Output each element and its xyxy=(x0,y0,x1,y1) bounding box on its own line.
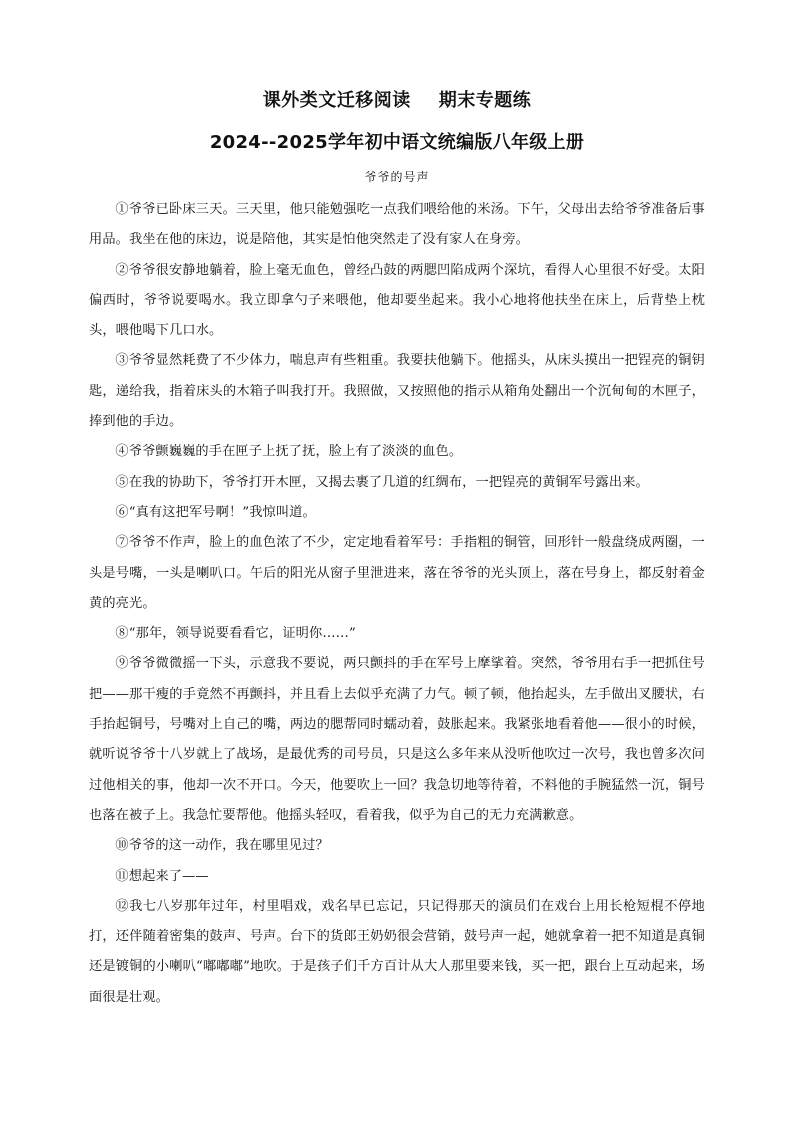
paragraph-3: ③爷爷显然耗费了不少体力，喘息声有些粗重。我要扶他躺下。他摇头，从床头摸出一把锃亮的铜钥匙，递给我，指着床头的木箱子叫我打开。我照做，又按照他的指示从箱角处翻出一个沉甸甸的木匣子，捧到他的手边。 xyxy=(89,353,705,430)
article-title: 爷爷的号声 xyxy=(364,170,430,184)
article-body xyxy=(89,195,705,1013)
paragraph-2: ②爷爷很安静地躺着，脸上毫无血色，曾经凸鼓的两腮凹陷成两个深坑，看得人心里很不好受。太阳偏西时，爷爷说要喝水。我立即拿勺子来喂他，他却要坐起来。我小心地将他扶坐在床上，后背垫上枕头，喂他喝下几口水。 xyxy=(89,262,705,339)
document-title xyxy=(0,86,794,112)
paragraph-1: ①爷爷已卧床三天。三天里，他只能勉强吃一点我们喂给他的米汤。下午，父母出去给爷爷准备后事用品。我坐在他的床边，说是陪他，其实是怕他突然走了没有家人在身旁。 xyxy=(89,202,705,248)
paragraph-5: ⑤在我的协助下，爷爷打开木匣，又揭去裹了几道的红绸布，一把锃亮的黄铜军号露出来。 xyxy=(115,474,649,490)
document-subtitle: 2024--2025学年初中语文统编版八年级上册 xyxy=(209,132,585,153)
paragraph-12: ⑫我七八岁那年过年，村里唱戏，戏名早已忘记，只记得那天的演员们在戏台上用长枪短棍不停地打，还伴随着密集的鼓声、号声。台下的货郎王奶奶很会营销，鼓号声一起，她就拿着一把不知道是真铜还是镀铜的小喇叭“嘟嘟嘟”地吹。于是孩子们千方百计从大人那里要来钱，买一把，跟台上互动起来，场面很是壮观。 xyxy=(89,898,705,1005)
paragraph-4: ④爷爷颤巍巍的手在匣子上抚了抚，脸上有了淡淡的血色。 xyxy=(115,444,463,460)
paragraph-11: ⑪想起来了—— xyxy=(115,868,209,884)
paragraph-9: ⑨爷爷微微摇一下头，示意我不要说，两只颤抖的手在军号上摩挲着。突然，爷爷用右手一把抓住号把——那干瘦的手竟然不再颤抖，并且看上去似乎充满了力气。顿了顿，他抬起头，左手做出叉腰状，右手抬起铜号，号嘴对上自己的嘴，两边的腮帮同时蠕动着，鼓胀起来。我紧张地看着他——很小的时候，就听说爷爷十八岁就上了战场，是最优秀的司号员，只是这么多年来从没听他吹过一次号，我也曾多次问过他相关的事，他却一次不开口。今天，他要吹上一回？我急切地等待着，不料他的手腕猛然一沉，铜号也落在被子上。我急忙要帮他。他摇头轻叹，看着我，似乎为自己的无力充满歉意。 xyxy=(89,656,705,823)
title-left: 课外类文迁移阅读 xyxy=(262,90,411,111)
paragraph-7: ⑦爷爷不作声，脸上的血色浓了不少，定定地看着军号：手指粗的铜管，回形针一般盘绕成两圈，一头是号嘴，一头是喇叭口。午后的阳光从窗子里泄进来，落在爷爷的光头顶上，落在号身上，都反射着金黄的亮光。 xyxy=(89,535,705,611)
title-right: 期末专题练 xyxy=(438,90,532,111)
paragraph-6: ⑥“真有这把军号啊！”我惊叫道。 xyxy=(115,504,316,520)
paragraph-10: ⑩爷爷的这一动作，我在哪里见过？ xyxy=(115,838,329,854)
paragraph-8: ⑧“那年，领导说要看看它，证明你……” xyxy=(115,626,356,642)
